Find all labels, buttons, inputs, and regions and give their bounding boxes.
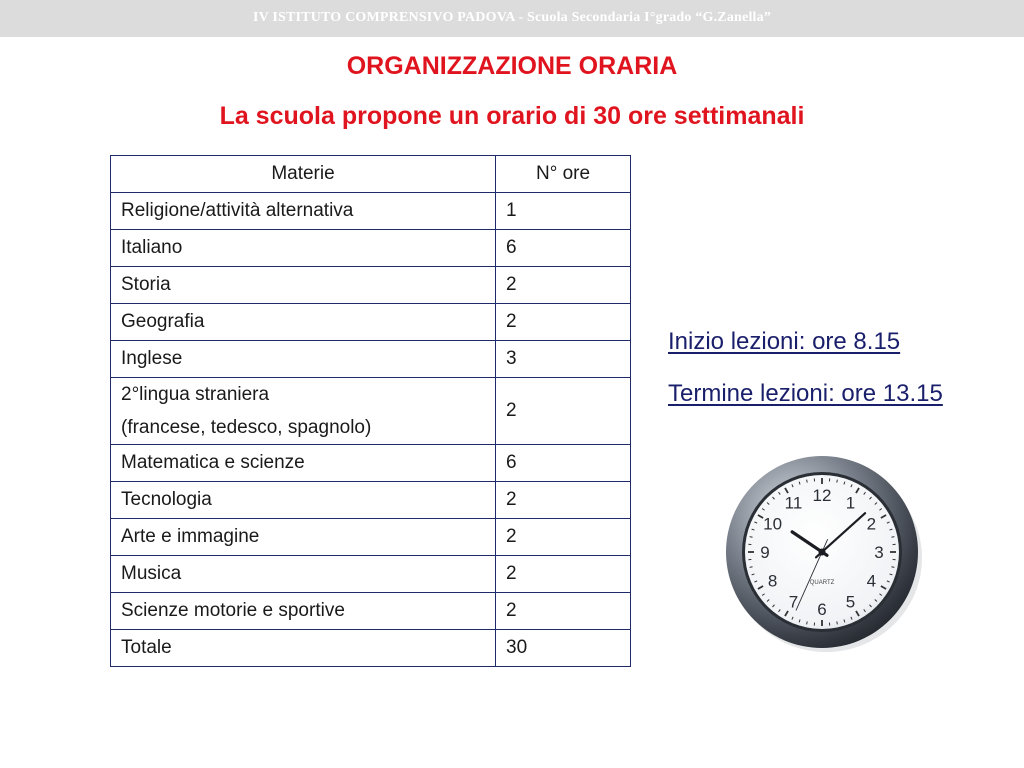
hours-cell: 6 bbox=[496, 445, 631, 482]
table-row bbox=[111, 445, 631, 482]
hours-cell: 2 bbox=[496, 304, 631, 341]
hours-cell: 1 bbox=[496, 193, 631, 230]
school-banner-text: IV ISTITUTO COMPRENSIVO PADOVA - Scuola Secondaria I°grado “G.Zanella” bbox=[252, 10, 772, 25]
lessons-end-time: Termine lezioni: ore 13.15 bbox=[668, 380, 943, 407]
clock-tick bbox=[807, 621, 808, 624]
table-total-row bbox=[111, 630, 631, 667]
header-subjects: Materie bbox=[111, 156, 496, 193]
subject-cell: Inglese bbox=[111, 341, 496, 378]
subject-line-1: 2°lingua straniera bbox=[121, 384, 270, 405]
table-row bbox=[111, 304, 631, 341]
subject-cell: Matematica e scienze bbox=[111, 445, 496, 482]
hours-cell: 2 bbox=[496, 519, 631, 556]
total-hours-cell: 30 bbox=[496, 630, 631, 667]
clock-numeral: 3 bbox=[874, 543, 884, 562]
clock-numeral: 11 bbox=[784, 493, 803, 513]
clock-numeral: 2 bbox=[866, 514, 877, 534]
table-header-row bbox=[111, 156, 631, 193]
table-row bbox=[111, 519, 631, 556]
clock-center-pin bbox=[819, 549, 826, 556]
clock-numeral: 4 bbox=[866, 571, 877, 591]
table-row bbox=[111, 341, 631, 378]
clock-numeral: 9 bbox=[760, 543, 770, 562]
subject-cell: Tecnologia bbox=[111, 482, 496, 519]
clock-numeral: 6 bbox=[817, 600, 827, 619]
clock-tick bbox=[891, 537, 894, 538]
header-hours: N° ore bbox=[496, 156, 631, 193]
clock-numeral: 7 bbox=[788, 592, 799, 612]
hours-cell: 2 bbox=[496, 593, 631, 630]
clock-numeral: 5 bbox=[845, 592, 856, 612]
subject-cell: Italiano bbox=[111, 230, 496, 267]
hours-cell: 2 bbox=[496, 378, 631, 445]
subject-cell: Scienze motorie e sportive bbox=[111, 593, 496, 630]
wall-clock-icon bbox=[722, 452, 922, 652]
hours-cell: 2 bbox=[496, 267, 631, 304]
table-row bbox=[111, 193, 631, 230]
subject-line-2: (francese, tedesco, spagnolo) bbox=[121, 417, 372, 438]
clock-brand: QUARTZ bbox=[809, 580, 835, 586]
hours-cell: 2 bbox=[496, 482, 631, 519]
hours-cell: 2 bbox=[496, 556, 631, 593]
subject-cell: Religione/attività alternativa bbox=[111, 193, 496, 230]
clock-tick bbox=[891, 567, 894, 568]
hours-cell: 3 bbox=[496, 341, 631, 378]
clock-numeral: 10 bbox=[763, 514, 783, 534]
subjects-hours-table bbox=[110, 155, 631, 667]
table-row bbox=[111, 378, 631, 445]
table-row bbox=[111, 556, 631, 593]
subject-cell: Storia bbox=[111, 267, 496, 304]
table-row bbox=[111, 230, 631, 267]
subject-cell: Geografia bbox=[111, 304, 496, 341]
table-row bbox=[111, 593, 631, 630]
total-label-cell: Totale bbox=[111, 630, 496, 667]
clock-tick bbox=[837, 621, 838, 624]
subject-cell: Musica bbox=[111, 556, 496, 593]
lessons-start-time: Inizio lezioni: ore 8.15 bbox=[668, 328, 901, 355]
hours-cell: 6 bbox=[496, 230, 631, 267]
clock-tick bbox=[807, 480, 808, 483]
table-row bbox=[111, 267, 631, 304]
page-title: ORGANIZZAZIONE ORARIA bbox=[346, 52, 678, 80]
clock-tick bbox=[750, 567, 753, 568]
clock-numeral: 1 bbox=[845, 493, 856, 513]
clock-tick bbox=[750, 537, 753, 538]
clock-tick bbox=[837, 480, 838, 483]
clock-numeral: 8 bbox=[767, 571, 778, 591]
table-row bbox=[111, 482, 631, 519]
subject-cell: Arte e immagine bbox=[111, 519, 496, 556]
page-subtitle: La scuola propone un orario di 30 ore settimanali bbox=[219, 102, 805, 130]
clock-numeral: 12 bbox=[812, 486, 832, 505]
subject-cell bbox=[111, 378, 496, 445]
